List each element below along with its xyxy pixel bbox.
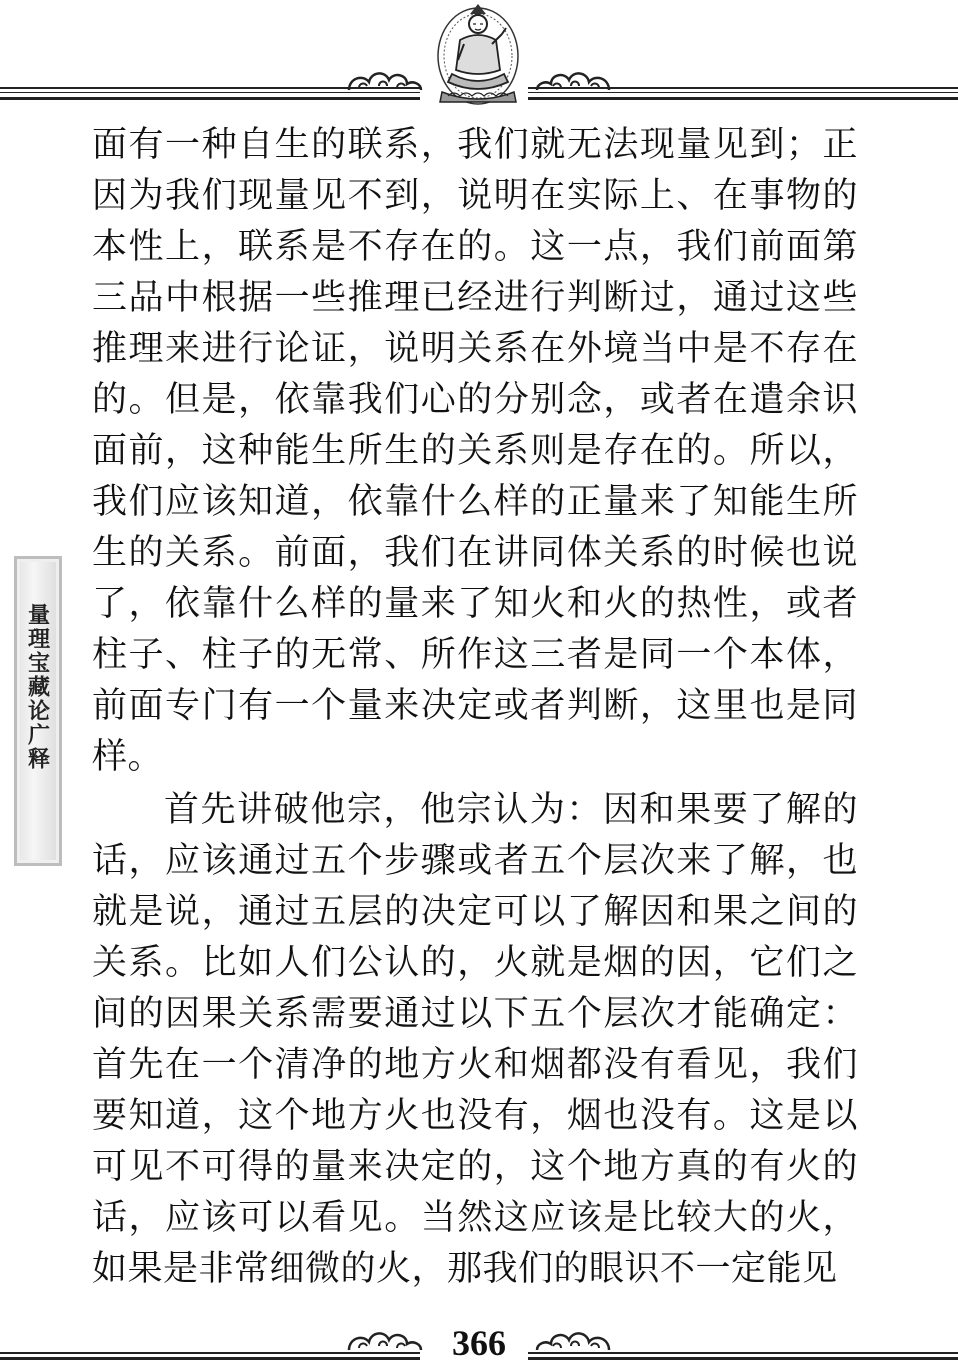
- paragraph: 首先讲破他宗，他宗认为：因和果要了解的话，应该通过五个步骤或者五个层次来了解，也就是说，通过五层的决定可以了解因和果之间的关系。比如人们公认的，火就是烟的因，它们之间的因果关系需要通过以下五个层次才能确定：首先在一个清净的地方火和烟都没有看见，我们要知道，这个地方火也没有，烟也没有。这是以可见不可得的量来决定的，这个地方真的有火的话，应该可以看见。当然这应该是比较大的火，如果是非常细微的火，那我们的眼识不一定能见: [92, 790, 858, 1289]
- book-title-vertical: 量理宝藏论广释: [24, 603, 51, 771]
- cloud-scroll-icon: [345, 66, 425, 96]
- cloud-scroll-icon: [345, 1328, 425, 1356]
- paragraph: 面有一种自生的联系，我们就无法现量见到；正因为我们现量见不到，说明在实际上、在事物的本性上，联系是不存在的。这一点，我们前面第三品中根据一些推理已经进行判断过，通过这些推理来进行论证，说明关系在外境当中是不存在的。但是，依靠我们心的分别念，或者在遣余识面前，这种能生所生的关系则是存在的。所以，我们应该知道，依靠什么样的正量来了知能生所生的关系。前面，我们在讲同体关系的时候也说了，依靠什么样的量来了知火和火的热性，或者柱子、柱子的无常、所作这三者是同一个本体，前面专门有一个量来决定或者判断，这里也是同样。: [92, 125, 858, 777]
- side-tab: [14, 556, 62, 866]
- header-rule: [528, 97, 958, 100]
- cloud-scroll-icon: [533, 66, 613, 96]
- page-number: 366: [452, 1323, 506, 1363]
- cloud-scroll-icon: [533, 1328, 613, 1356]
- footer-rule: [0, 1357, 420, 1360]
- header-rule: [0, 97, 420, 100]
- main-text: [92, 120, 858, 1295]
- footer-rule: [528, 1357, 958, 1360]
- padmasambhava-figure-icon: [428, 0, 528, 108]
